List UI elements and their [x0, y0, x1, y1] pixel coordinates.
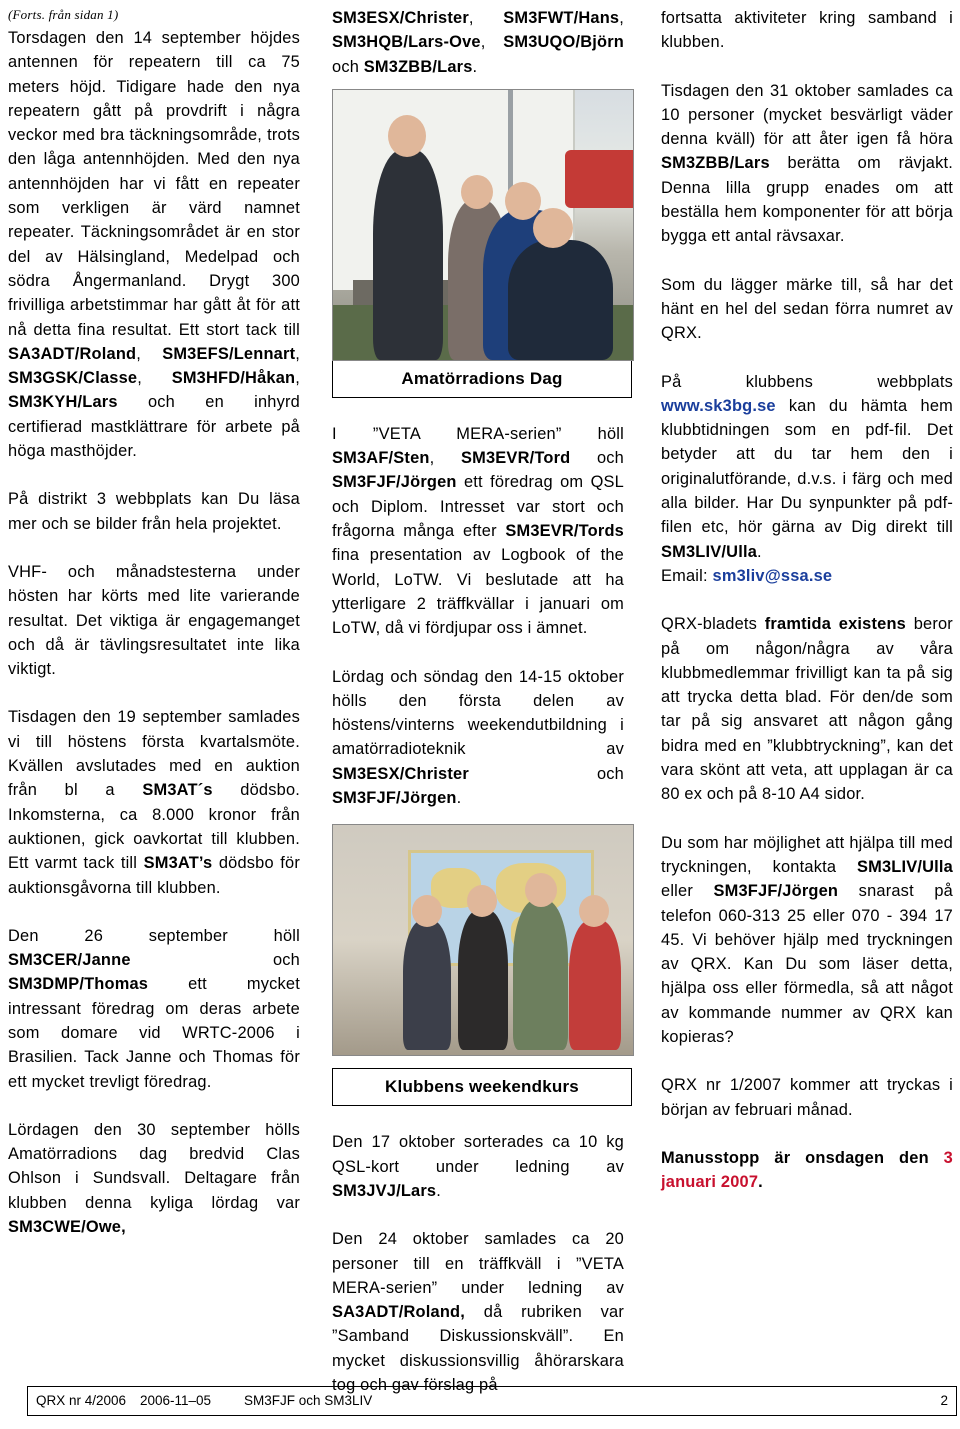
- paragraph-next-issue: QRX nr 1/2007 kommer att tryckas i början av februari månad.: [661, 1076, 953, 1119]
- footer-editors: SM3FJF och SM3LIV: [244, 1393, 373, 1408]
- paragraph-quarterly-meeting: Tisdagen den 19 september samlades vi till höstens första kvartalsmöte. Kvällen avslutades med en auktion från bl a SM3AT´s dödsbo. Inkomsterna, ca 8.000 kronor från auktionen, gick oavkortat till klubben. Ett varmt tack till SM3AT’s dödsbo för auktionsgåvorna till klubben.: [8, 708, 301, 897]
- deadline-date: 3 januari 2007: [661, 1148, 953, 1192]
- caption-weekend-course: Klubbens weekendkurs: [332, 1068, 632, 1106]
- column-1: [8, 6, 300, 1263]
- paragraph-district-website: På distrikt 3 webbplats kan Du läsa mer och se bilder från hela projektet.: [8, 490, 300, 533]
- footer-page-number: 2: [940, 1393, 948, 1408]
- paragraph-repeater: Torsdagen den 14 september höjdes antennen för repeatern till ca 75 meters höjd. Tidigare hade den nya repeatern gått på provdrift i några veckor med bra täckningsområde, trots den låga antennhöjden. Med den nya antennhöjden har vi fått en repeater som verkligen är värd namnet repeater. Täckningsområdet är en stor del av Hälsingland, Medelpad och södra Ångermanland. Drygt 300 frivilliga arbetstimmar har gått åt för att nå detta fina resultat. Ett stort tack till SA3ADT/Roland, SM3EFS/Lennart, SM3GSK/Classe, SM3HFD/Håkan, SM3KYH/Lars och en inhyrd certifierad mastklättrare för arbete på höga masthöjder.: [8, 29, 300, 461]
- paragraph-vhf-tests: VHF- och månadstesterna under hösten har körts med lite varierande resultat. Det viktiga är engagemanget och då är tävlingsresultatet inte lika viktigt.: [8, 562, 300, 679]
- continuation-note: (Forts. från sidan 1): [8, 7, 119, 22]
- paragraph-deadline: Manusstopp är onsdagen den 3 januari 2007.: [661, 1148, 953, 1192]
- paragraph-qsl-talk: I ”VETA MERA-serien” höll SM3AF/Sten, SM3EVR/Tord och SM3FJF/Jörgen ett föredrag om QSL och Diplom. Intresset var stort och frågorna många efter SM3EVR/Tords fina presentation av Logbook of the World, LoTW. Vi beslutade att ha ytterligare 2 träffkvällar i januari om LoTW, då vi fördjupar oss i ämnet.: [332, 424, 624, 638]
- footer-issue: QRX nr 4/2006: [36, 1393, 127, 1408]
- paragraph-since-last-issue: Som du lägger märke till, så har det hänt en hel del sedan förra numret av QRX.: [661, 275, 953, 343]
- paragraph-wrtc-talk: Den 26 september höll SM3CER/Janne och SM3DMP/Thomas ett mycket intressant föredrag om deras arbete som domare vid WRTC-2006 i Brasilien. Tack Janne och Thomas för ett mycket trevligt föredrag.: [8, 926, 300, 1091]
- email-link[interactable]: sm3liv@ssa.se: [712, 566, 833, 585]
- club-website-link[interactable]: www.sk3bg.se: [661, 396, 776, 415]
- paragraph-radio-day: Lördagen den 30 september hölls Amatörradions dag bredvid Clas Ohlson i Sundsvall. Deltagare från klubben denna kyliga lördag var SM3CWE/Owe,: [8, 1120, 300, 1237]
- paragraph-communications-evening: Den 24 oktober samlades ca 20 personer till en träffkväll i ”VETA MERA-serien” under ledning av SA3ADT/Roland, då rubriken var ”Samband Diskussionskväll”. En mycket diskussionsvillig åhörarskara tog och gav förslag på: [332, 1230, 624, 1395]
- page-footer: [27, 1386, 957, 1416]
- caption-radio-day: Amatörradions Dag: [332, 361, 632, 398]
- column-3: [661, 6, 953, 1218]
- paragraph-weekend-course: Lördag och söndag den 14-15 oktober hölls den första delen av höstens/vinterns weekendutbildning i amatörradioteknik av SM3ESX/Christer och SM3FJF/Jörgen.: [332, 667, 624, 808]
- paragraph-radio-day-participants: SM3ESX/Christer, SM3FWT/Hans, SM3HQB/Lars-Ove, SM3UQO/Björn och SM3ZBB/Lars.: [332, 9, 624, 76]
- paragraph-printing-future: QRX-bladets framtida existens beror på om någon/några av våra klubbmedlemmar frivilligt kan ta på sig att trycka detta blad. För den/de som tar på sig ansvaret att någon gång bidra med en ”klubbtryckning”, kan det vara skönt att veta, att upplagan är ca 80 ex och på 8-10 A4 sidor.: [661, 615, 953, 804]
- paragraph-website-pdf: På klubbens webbplats www.sk3bg.se kan du hämta hem klubbtidningen som en pdf-fil. Det betyder att du tar hem den i originalutförande, d.v.s. i färg och med alla bilder. Har Du synpunkter på pdf-filen etc, hör gärna av Dig direkt till SM3LIV/Ulla. Email: sm3liv@ssa.se: [661, 372, 953, 585]
- footer-date: 2006-11–05: [140, 1393, 212, 1408]
- paragraph-qsl-sorting: Den 17 oktober sorterades ca 10 kg QSL-kort under ledning av SM3JVJ/Lars.: [332, 1133, 624, 1200]
- paragraph-communications-followup: fortsatta aktiviteter kring samband i klubben.: [661, 9, 953, 52]
- column-2: [332, 6, 624, 1421]
- photo-radio-day: [332, 89, 634, 361]
- photo-weekend-course: [332, 824, 634, 1056]
- paragraph-printing-help: Du som har möjlighet att hjälpa till med tryckningen, kontakta SM3LIV/Ulla eller SM3FJF/Jörgen snarast på telefon 060-313 25 eller 070 - 394 17 45. Vi behöver hjälp med tryckningen av QRX. Kan Du som läser detta, hjälpa oss eller förmedla, så att något av kommande nummer av QRX kan kopieras?: [661, 833, 953, 1046]
- paragraph-fox-hunt: Tisdagen den 31 oktober samlades ca 10 personer (mycket besvärligt väder denna kväll) för att åter igen få höra SM3ZBB/Lars berätta om rävjakt. Denna lilla grupp enades om att beställa hem komponenter för att börja bygga ett antal rävsaxar.: [661, 81, 953, 246]
